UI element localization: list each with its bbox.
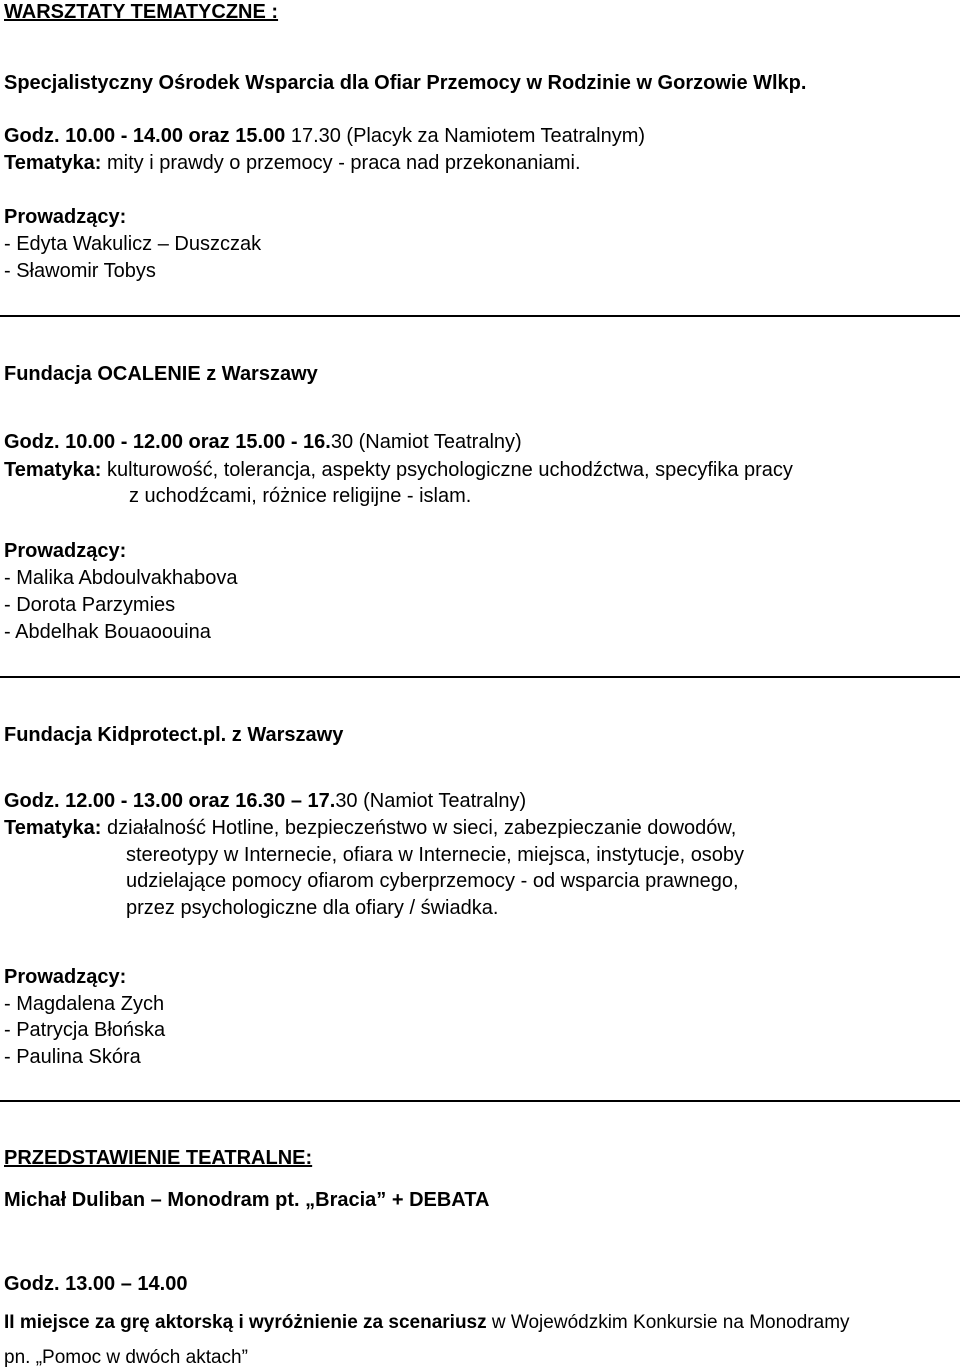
theatre-time: Godz. 13.00 – 14.00 — [4, 1273, 188, 1295]
section2-org: Fundacja OCALENIE z Warszawy — [4, 363, 318, 385]
section3-topic-line: udzielające pomocy ofiarom cyberprzemocy - od wsparcia prawnego, — [126, 870, 739, 892]
section1-time-label: Godz. 10.00 - 14.00 oraz 15.00 — [4, 125, 286, 147]
section3-time-rest: 30 (Namiot Teatralny) — [335, 790, 527, 812]
section3-topic-label: Tematyka: — [4, 817, 102, 839]
section-divider — [0, 676, 960, 678]
section1-host: - Edyta Wakulicz – Duszczak — [4, 233, 262, 255]
section3-time-label: Godz. 12.00 - 13.00 oraz 16.30 – 17. — [4, 790, 336, 812]
section-divider — [0, 315, 960, 317]
section3-time — [4, 789, 526, 813]
section2-host: - Malika Abdoulvakhabova — [4, 567, 238, 589]
section3-topic-line: stereotypy w Internecie, ofiara w Internecie, miejsca, instytucje, osoby — [126, 844, 745, 866]
section1-time — [4, 124, 645, 148]
section1-topic-label: Tematyka: — [4, 152, 102, 174]
section2-host: - Dorota Parzymies — [4, 594, 176, 616]
section2-topic-line: z uchodźcami, różnice religijne - islam. — [129, 485, 472, 507]
section1-topic-line: mity i prawdy o przemocy - praca nad przekonaniami. — [107, 152, 581, 174]
section3-host: - Patrycja Błońska — [4, 1019, 166, 1041]
workshops-heading: WARSZTATY TEMATYCZNE : — [4, 1, 279, 23]
section3-org: Fundacja Kidprotect.pl. z Warszawy — [4, 724, 344, 746]
section2-host: - Abdelhak Bouaoouina — [4, 621, 211, 643]
theatre-award-bold: II miejsce za grę aktorską i wyróżnienie za scenariusz — [4, 1312, 487, 1333]
section2-topic-line: kulturowość, tolerancja, aspekty psychologiczne uchodźctwa, specyfika pracy — [107, 459, 793, 481]
section3-topic-line: działalność Hotline, bezpieczeństwo w sieci, zabezpieczanie dowodów, — [107, 817, 737, 839]
theatre-award-rest: w Wojewódzkim Konkursie na Monodramy — [486, 1312, 850, 1333]
section1-topic — [4, 151, 581, 175]
section3-topic-line: przez psychologiczne dla ofiary / świadka. — [126, 897, 499, 919]
theatre-award-line2: pn. „Pomoc w dwóch aktach” — [4, 1347, 248, 1368]
section3-host: - Paulina Skóra — [4, 1046, 141, 1068]
section2-time-rest: 30 (Namiot Teatralny) — [330, 431, 522, 453]
theatre-award — [4, 1311, 850, 1335]
section-divider — [0, 1100, 960, 1102]
section1-hosts-label: Prowadzący: — [4, 206, 127, 228]
theatre-heading: PRZEDSTAWIENIE TEATRALNE: — [4, 1147, 313, 1169]
section2-time — [4, 430, 522, 454]
theatre-title: Michał Duliban – Monodram pt. „Bracia” + DEBATA — [4, 1189, 490, 1211]
section3-hosts-label: Prowadzący: — [4, 966, 127, 988]
section2-topic — [4, 458, 793, 482]
section2-time-label: Godz. 10.00 - 12.00 oraz 15.00 - 16. — [4, 431, 331, 453]
section3-topic — [4, 816, 736, 840]
section1-host: - Sławomir Tobys — [4, 260, 156, 282]
section3-host: - Magdalena Zych — [4, 993, 165, 1015]
section1-time-rest: 17.30 (Placyk za Namiotem Teatralnym) — [285, 125, 646, 147]
section2-topic-label: Tematyka: — [4, 459, 102, 481]
section1-org: Specjalistyczny Ośrodek Wsparcia dla Ofiar Przemocy w Rodzinie w Gorzowie Wlkp. — [4, 72, 807, 94]
section2-hosts-label: Prowadzący: — [4, 540, 127, 562]
